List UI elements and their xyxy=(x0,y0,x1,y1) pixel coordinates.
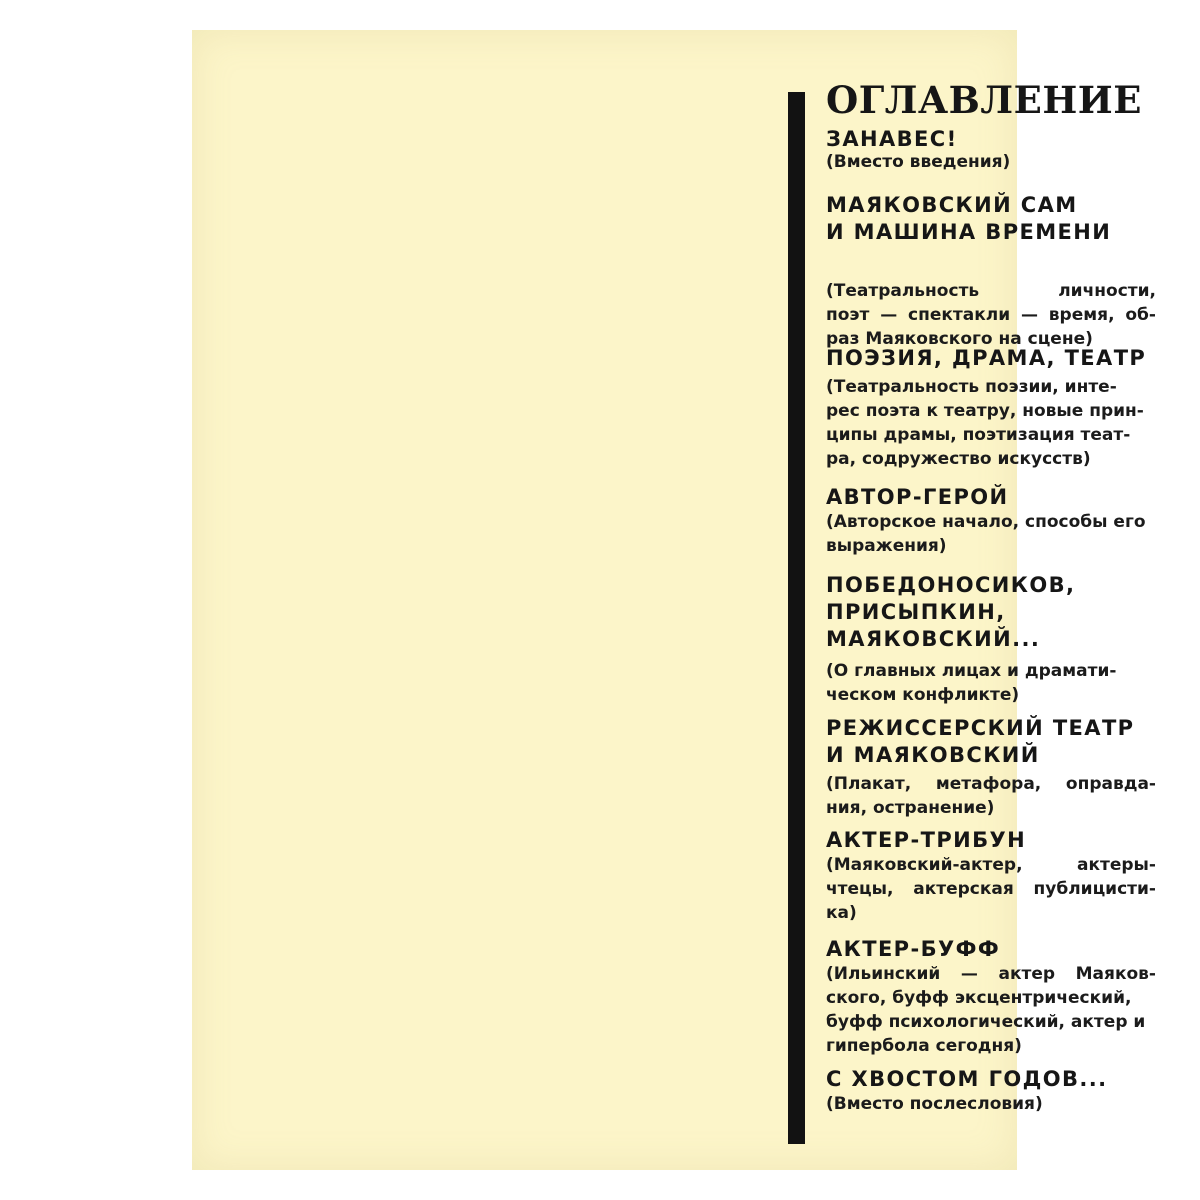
entry-description-line: раз Маяковского на сцене) xyxy=(826,329,1093,349)
vertical-rule xyxy=(788,92,805,1144)
entry-title xyxy=(826,192,1111,246)
entry-description-line: (Плакат, метафора, оправда- xyxy=(826,774,1156,794)
entry-description xyxy=(826,375,1156,471)
entry-title-line: ПОБЕДОНОСИКОВ, xyxy=(826,573,1076,597)
entry-title-line: АКТЕР-БУФФ xyxy=(826,937,1001,961)
entry-description xyxy=(826,659,1156,707)
entry-description-line: выражения) xyxy=(826,536,947,556)
entry-description-line: ческом конфликте) xyxy=(826,685,1020,705)
entry-title-line: ЗАНАВЕС! xyxy=(826,127,958,151)
entry-description-line: ского, буфф эксцентрический, xyxy=(826,988,1132,1008)
entry-description-line: (Вместо введения) xyxy=(826,152,1011,172)
entry-title-line: РЕЖИССЕРСКИЙ ТЕАТР xyxy=(826,716,1135,740)
entry-description-line: (Вместо послесловия) xyxy=(826,1094,1043,1114)
entry-description-line: чтецы, актерская публицисти- xyxy=(826,879,1156,899)
entry-title-line: АВТОР-ГЕРОЙ xyxy=(826,485,1009,509)
entry-title xyxy=(826,715,1134,769)
page-heading: ОГЛАВЛЕНИЕ xyxy=(826,78,1142,122)
entry-title-line: И МАЯКОВСКИЙ xyxy=(826,743,1040,767)
entry-title xyxy=(826,126,958,153)
entry-title-line: И МАШИНА ВРЕМЕНИ xyxy=(826,220,1112,244)
entry-description-line: рес поэта к театру, новые прин- xyxy=(826,401,1144,421)
entry-description-line: (Авторское начало, способы его xyxy=(826,512,1146,532)
entry-title xyxy=(826,484,1009,511)
entry-title xyxy=(826,827,1026,854)
entry-title-line: АКТЕР-ТРИБУН xyxy=(826,828,1027,852)
entry-title-line: МАЯКОВСКИЙ... xyxy=(826,627,1041,651)
entry-description-line: ципы драмы, поэтизация теат- xyxy=(826,425,1131,445)
entry-title xyxy=(826,936,1000,963)
entry-description-line: буфф психологический, актер и xyxy=(826,1012,1146,1032)
entry-title-line: ПОЭЗИЯ, ДРАМА, ТЕАТР xyxy=(826,346,1147,370)
entry-title-line: С ХВОСТОМ ГОДОВ... xyxy=(826,1067,1108,1091)
entry-description-line: гипербола сегодня) xyxy=(826,1036,1022,1056)
entry-title xyxy=(826,572,1075,653)
entry-title xyxy=(826,1066,1108,1093)
entry-description-line: (Маяковский-актер, актеры- xyxy=(826,855,1156,875)
entry-title-line: ПРИСЫПКИН, xyxy=(826,600,1006,624)
entry-description xyxy=(826,510,1156,558)
entry-description-line: (Ильинский — актер Маяков- xyxy=(826,964,1156,984)
entry-description xyxy=(826,853,1156,925)
entry-description xyxy=(826,279,1156,351)
entry-description xyxy=(826,962,1156,1058)
entry-title xyxy=(826,345,1146,372)
entry-description-line: (О главных лицах и драмати- xyxy=(826,661,1117,681)
entry-description xyxy=(826,1092,1156,1116)
entry-description-line: ния, остранение) xyxy=(826,798,995,818)
entry-description-line: поэт — спектакли — время, об- xyxy=(826,305,1156,325)
entry-title-line: МАЯКОВСКИЙ САМ xyxy=(826,193,1078,217)
entry-description-line: ра, содружество искусств) xyxy=(826,449,1091,469)
entry-description xyxy=(826,772,1156,820)
entry-description-line: (Театральность поэзии, инте- xyxy=(826,377,1117,397)
book-page xyxy=(192,30,1156,1170)
entry-description-line: ка) xyxy=(826,903,857,923)
entry-description-line: (Театральность личности, xyxy=(826,281,1156,301)
entry-description xyxy=(826,150,1156,174)
